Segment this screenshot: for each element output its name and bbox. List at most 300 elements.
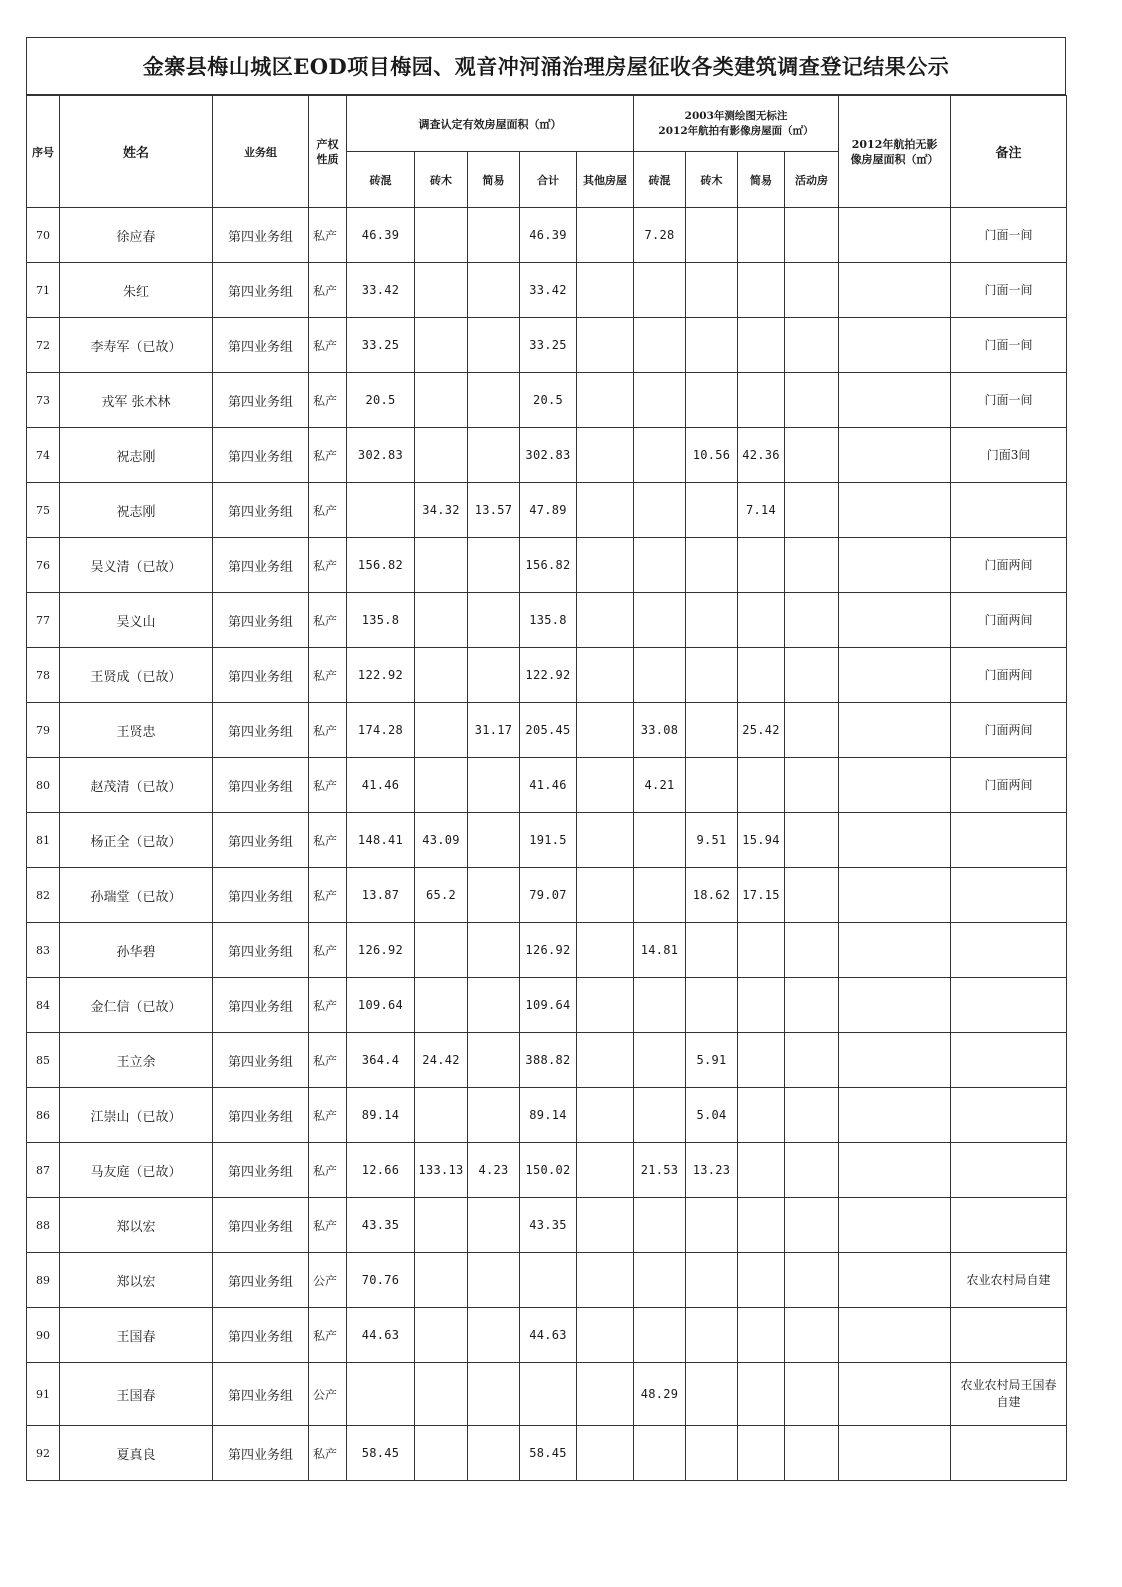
header-name: 姓名 bbox=[60, 96, 213, 208]
cell-aerial-mobile bbox=[785, 648, 839, 703]
cell-aerial-brick-concrete: 14.81 bbox=[634, 923, 686, 978]
cell-total: 150.02 bbox=[520, 1143, 577, 1198]
header-aerial-col: 简易 bbox=[738, 152, 785, 208]
row-group: 第四业务组 bbox=[213, 1363, 309, 1426]
cell-note bbox=[951, 1143, 1067, 1198]
cell-aerial-brick-wood bbox=[686, 208, 738, 263]
cell-simple bbox=[468, 923, 520, 978]
cell-other-house bbox=[577, 1088, 634, 1143]
cell-brick-concrete bbox=[347, 1363, 415, 1426]
cell-simple bbox=[468, 208, 520, 263]
row-seq: 72 bbox=[27, 318, 60, 373]
row-property: 私产 bbox=[309, 1198, 347, 1253]
cell-aerial-mobile bbox=[785, 1033, 839, 1088]
header-no-image: 2012年航拍无影像房屋面积（㎡） bbox=[839, 96, 951, 208]
cell-aerial-simple: 7.14 bbox=[738, 483, 785, 538]
header-survey-group: 调查认定有效房屋面积（㎡） bbox=[347, 96, 634, 152]
cell-brick-concrete bbox=[347, 483, 415, 538]
table-row bbox=[27, 923, 1067, 978]
cell-aerial-brick-wood bbox=[686, 1253, 738, 1308]
cell-simple bbox=[468, 758, 520, 813]
cell-note bbox=[951, 923, 1067, 978]
cell-aerial-brick-concrete bbox=[634, 1426, 686, 1481]
table-row bbox=[27, 318, 1067, 373]
header-aerial-line2: 2012年航拍有影像房屋面（㎡） bbox=[658, 124, 814, 137]
table-row bbox=[27, 1253, 1067, 1308]
cell-note: 门面两间 bbox=[951, 648, 1067, 703]
cell-other-house bbox=[577, 1308, 634, 1363]
cell-aerial-brick-concrete bbox=[634, 1308, 686, 1363]
table-row bbox=[27, 1143, 1067, 1198]
cell-note: 门面一间 bbox=[951, 318, 1067, 373]
cell-brick-concrete: 33.42 bbox=[347, 263, 415, 318]
cell-other-house bbox=[577, 318, 634, 373]
row-name: 王贤成（已故） bbox=[60, 648, 213, 703]
cell-brick-wood bbox=[415, 373, 468, 428]
notice-sheet bbox=[26, 37, 1066, 1481]
cell-aerial-brick-concrete: 4.21 bbox=[634, 758, 686, 813]
header-aerial-col: 砖混 bbox=[634, 152, 686, 208]
row-seq: 70 bbox=[27, 208, 60, 263]
cell-aerial-brick-wood bbox=[686, 593, 738, 648]
cell-note bbox=[951, 1198, 1067, 1253]
cell-brick-concrete: 20.5 bbox=[347, 373, 415, 428]
cell-brick-wood bbox=[415, 648, 468, 703]
cell-simple bbox=[468, 1253, 520, 1308]
table-row bbox=[27, 538, 1067, 593]
cell-aerial-brick-wood bbox=[686, 1426, 738, 1481]
cell-other-house bbox=[577, 263, 634, 318]
cell-aerial-brick-concrete bbox=[634, 648, 686, 703]
row-property: 私产 bbox=[309, 263, 347, 318]
cell-other-house bbox=[577, 1426, 634, 1481]
cell-aerial-simple: 25.42 bbox=[738, 703, 785, 758]
cell-aerial-mobile bbox=[785, 1426, 839, 1481]
table-row bbox=[27, 1363, 1067, 1426]
cell-total: 135.8 bbox=[520, 593, 577, 648]
cell-aerial-mobile bbox=[785, 923, 839, 978]
cell-brick-wood bbox=[415, 593, 468, 648]
cell-aerial-simple bbox=[738, 758, 785, 813]
row-name: 杨正全（已故） bbox=[60, 813, 213, 868]
row-name: 祝志刚 bbox=[60, 428, 213, 483]
cell-brick-wood bbox=[415, 758, 468, 813]
cell-total: 43.35 bbox=[520, 1198, 577, 1253]
row-seq: 86 bbox=[27, 1088, 60, 1143]
cell-aerial-simple bbox=[738, 263, 785, 318]
row-seq: 74 bbox=[27, 428, 60, 483]
row-seq: 77 bbox=[27, 593, 60, 648]
cell-note bbox=[951, 978, 1067, 1033]
cell-simple bbox=[468, 1033, 520, 1088]
cell-brick-wood: 34.32 bbox=[415, 483, 468, 538]
row-property: 私产 bbox=[309, 538, 347, 593]
cell-brick-wood bbox=[415, 1363, 468, 1426]
row-name: 孙华碧 bbox=[60, 923, 213, 978]
row-group: 第四业务组 bbox=[213, 373, 309, 428]
cell-brick-concrete: 12.66 bbox=[347, 1143, 415, 1198]
header-aerial-line1: 2003年测绘图无标注 bbox=[684, 109, 788, 122]
row-name: 戎军 张术林 bbox=[60, 373, 213, 428]
row-property: 私产 bbox=[309, 923, 347, 978]
cell-brick-wood bbox=[415, 978, 468, 1033]
row-name: 吴义清（已故） bbox=[60, 538, 213, 593]
cell-aerial-brick-wood bbox=[686, 483, 738, 538]
cell-other-house bbox=[577, 978, 634, 1033]
row-property: 私产 bbox=[309, 1033, 347, 1088]
cell-brick-concrete: 364.4 bbox=[347, 1033, 415, 1088]
cell-aerial-mobile bbox=[785, 1198, 839, 1253]
row-name: 郑以宏 bbox=[60, 1253, 213, 1308]
row-name: 朱红 bbox=[60, 263, 213, 318]
cell-brick-concrete: 302.83 bbox=[347, 428, 415, 483]
cell-no-image-area bbox=[839, 1088, 951, 1143]
cell-no-image-area bbox=[839, 1143, 951, 1198]
cell-aerial-brick-concrete bbox=[634, 538, 686, 593]
cell-aerial-brick-wood: 5.91 bbox=[686, 1033, 738, 1088]
cell-total: 41.46 bbox=[520, 758, 577, 813]
cell-brick-wood bbox=[415, 318, 468, 373]
cell-simple bbox=[468, 373, 520, 428]
cell-other-house bbox=[577, 758, 634, 813]
cell-brick-wood bbox=[415, 538, 468, 593]
cell-aerial-mobile bbox=[785, 1308, 839, 1363]
table-row bbox=[27, 428, 1067, 483]
cell-aerial-brick-wood: 5.04 bbox=[686, 1088, 738, 1143]
row-name: 孙瑞堂（已故） bbox=[60, 868, 213, 923]
cell-aerial-simple bbox=[738, 373, 785, 428]
cell-aerial-brick-concrete: 33.08 bbox=[634, 703, 686, 758]
cell-note bbox=[951, 813, 1067, 868]
cell-no-image-area bbox=[839, 373, 951, 428]
cell-simple bbox=[468, 1198, 520, 1253]
row-name: 李寿军（已故） bbox=[60, 318, 213, 373]
row-property: 私产 bbox=[309, 373, 347, 428]
cell-aerial-brick-concrete bbox=[634, 483, 686, 538]
row-group: 第四业务组 bbox=[213, 428, 309, 483]
cell-brick-wood bbox=[415, 428, 468, 483]
cell-note: 门面一间 bbox=[951, 208, 1067, 263]
cell-aerial-simple bbox=[738, 923, 785, 978]
cell-aerial-brick-concrete bbox=[634, 1033, 686, 1088]
row-group: 第四业务组 bbox=[213, 923, 309, 978]
cell-no-image-area bbox=[839, 263, 951, 318]
cell-brick-wood bbox=[415, 1088, 468, 1143]
cell-note: 门面两间 bbox=[951, 703, 1067, 758]
table-row bbox=[27, 1308, 1067, 1363]
row-name: 祝志刚 bbox=[60, 483, 213, 538]
cell-brick-concrete: 13.87 bbox=[347, 868, 415, 923]
cell-note: 门面两间 bbox=[951, 593, 1067, 648]
cell-simple bbox=[468, 1363, 520, 1426]
cell-aerial-brick-concrete bbox=[634, 263, 686, 318]
cell-aerial-brick-concrete: 48.29 bbox=[634, 1363, 686, 1426]
cell-aerial-mobile bbox=[785, 1253, 839, 1308]
cell-no-image-area bbox=[839, 1253, 951, 1308]
header-property: 产权性质 bbox=[309, 96, 347, 208]
row-group: 第四业务组 bbox=[213, 813, 309, 868]
cell-no-image-area bbox=[839, 538, 951, 593]
row-seq: 75 bbox=[27, 483, 60, 538]
cell-aerial-brick-concrete bbox=[634, 593, 686, 648]
row-name: 王国春 bbox=[60, 1308, 213, 1363]
cell-aerial-brick-concrete bbox=[634, 318, 686, 373]
cell-other-house bbox=[577, 483, 634, 538]
row-name: 马友庭（已故） bbox=[60, 1143, 213, 1198]
cell-aerial-brick-concrete bbox=[634, 373, 686, 428]
cell-other-house bbox=[577, 813, 634, 868]
cell-total: 46.39 bbox=[520, 208, 577, 263]
row-seq: 81 bbox=[27, 813, 60, 868]
row-seq: 84 bbox=[27, 978, 60, 1033]
cell-brick-wood bbox=[415, 263, 468, 318]
row-seq: 82 bbox=[27, 868, 60, 923]
cell-note: 门面一间 bbox=[951, 373, 1067, 428]
cell-aerial-mobile bbox=[785, 373, 839, 428]
row-group: 第四业务组 bbox=[213, 648, 309, 703]
cell-aerial-brick-wood: 18.62 bbox=[686, 868, 738, 923]
cell-no-image-area bbox=[839, 483, 951, 538]
cell-brick-concrete: 33.25 bbox=[347, 318, 415, 373]
cell-aerial-brick-concrete bbox=[634, 428, 686, 483]
cell-aerial-brick-concrete bbox=[634, 1088, 686, 1143]
cell-note bbox=[951, 1426, 1067, 1481]
cell-total: 44.63 bbox=[520, 1308, 577, 1363]
row-property: 私产 bbox=[309, 593, 347, 648]
cell-no-image-area bbox=[839, 758, 951, 813]
cell-aerial-mobile bbox=[785, 813, 839, 868]
cell-brick-concrete: 148.41 bbox=[347, 813, 415, 868]
row-seq: 87 bbox=[27, 1143, 60, 1198]
header-group: 业务组 bbox=[213, 96, 309, 208]
cell-simple: 13.57 bbox=[468, 483, 520, 538]
table-row bbox=[27, 593, 1067, 648]
row-seq: 92 bbox=[27, 1426, 60, 1481]
cell-simple bbox=[468, 1088, 520, 1143]
cell-aerial-brick-wood bbox=[686, 1308, 738, 1363]
cell-no-image-area bbox=[839, 318, 951, 373]
cell-other-house bbox=[577, 703, 634, 758]
cell-total: 302.83 bbox=[520, 428, 577, 483]
cell-total: 47.89 bbox=[520, 483, 577, 538]
cell-note bbox=[951, 483, 1067, 538]
table-row bbox=[27, 813, 1067, 868]
cell-note bbox=[951, 1308, 1067, 1363]
cell-aerial-simple bbox=[738, 208, 785, 263]
row-group: 第四业务组 bbox=[213, 868, 309, 923]
document-title: 金寨县梅山城区EOD项目梅园、观音冲河涌治理房屋征收各类建筑调查登记结果公示 bbox=[26, 37, 1066, 95]
row-property: 私产 bbox=[309, 318, 347, 373]
cell-aerial-brick-wood bbox=[686, 703, 738, 758]
cell-no-image-area bbox=[839, 1198, 951, 1253]
row-property: 私产 bbox=[309, 868, 347, 923]
cell-aerial-mobile bbox=[785, 538, 839, 593]
cell-no-image-area bbox=[839, 428, 951, 483]
header-survey-col: 砖木 bbox=[415, 152, 468, 208]
row-group: 第四业务组 bbox=[213, 318, 309, 373]
row-group: 第四业务组 bbox=[213, 1198, 309, 1253]
row-group: 第四业务组 bbox=[213, 1426, 309, 1481]
cell-other-house bbox=[577, 208, 634, 263]
cell-brick-concrete: 58.45 bbox=[347, 1426, 415, 1481]
cell-brick-concrete: 43.35 bbox=[347, 1198, 415, 1253]
row-name: 王立余 bbox=[60, 1033, 213, 1088]
cell-no-image-area bbox=[839, 923, 951, 978]
row-property: 公产 bbox=[309, 1363, 347, 1426]
table-header bbox=[27, 96, 1067, 208]
cell-other-house bbox=[577, 373, 634, 428]
table-row bbox=[27, 703, 1067, 758]
cell-aerial-simple bbox=[738, 538, 785, 593]
cell-brick-wood: 133.13 bbox=[415, 1143, 468, 1198]
cell-aerial-simple: 17.15 bbox=[738, 868, 785, 923]
row-group: 第四业务组 bbox=[213, 703, 309, 758]
row-name: 金仁信（已故） bbox=[60, 978, 213, 1033]
cell-brick-concrete: 135.8 bbox=[347, 593, 415, 648]
cell-other-house bbox=[577, 1033, 634, 1088]
cell-total bbox=[520, 1363, 577, 1426]
cell-brick-wood bbox=[415, 1308, 468, 1363]
cell-aerial-brick-wood bbox=[686, 318, 738, 373]
cell-aerial-simple bbox=[738, 593, 785, 648]
cell-brick-wood bbox=[415, 703, 468, 758]
cell-aerial-simple bbox=[738, 1426, 785, 1481]
row-name: 江崇山（已故） bbox=[60, 1088, 213, 1143]
cell-total: 122.92 bbox=[520, 648, 577, 703]
row-property: 私产 bbox=[309, 1088, 347, 1143]
cell-aerial-simple bbox=[738, 1253, 785, 1308]
cell-aerial-mobile bbox=[785, 483, 839, 538]
cell-other-house bbox=[577, 538, 634, 593]
cell-total: 156.82 bbox=[520, 538, 577, 593]
cell-no-image-area bbox=[839, 208, 951, 263]
cell-aerial-mobile bbox=[785, 593, 839, 648]
cell-brick-wood: 24.42 bbox=[415, 1033, 468, 1088]
cell-simple bbox=[468, 1426, 520, 1481]
cell-simple bbox=[468, 538, 520, 593]
cell-aerial-simple: 42.36 bbox=[738, 428, 785, 483]
table-row bbox=[27, 1426, 1067, 1481]
cell-aerial-simple bbox=[738, 1033, 785, 1088]
table-row bbox=[27, 208, 1067, 263]
row-group: 第四业务组 bbox=[213, 978, 309, 1033]
cell-other-house bbox=[577, 428, 634, 483]
row-seq: 78 bbox=[27, 648, 60, 703]
cell-aerial-simple bbox=[738, 1308, 785, 1363]
cell-note: 门面3间 bbox=[951, 428, 1067, 483]
cell-simple bbox=[468, 648, 520, 703]
row-name: 吴义山 bbox=[60, 593, 213, 648]
cell-total: 191.5 bbox=[520, 813, 577, 868]
cell-aerial-brick-wood bbox=[686, 263, 738, 318]
row-group: 第四业务组 bbox=[213, 1088, 309, 1143]
cell-other-house bbox=[577, 1198, 634, 1253]
cell-note: 农业农村局王国春自建 bbox=[951, 1363, 1067, 1426]
row-group: 第四业务组 bbox=[213, 1308, 309, 1363]
cell-total bbox=[520, 1253, 577, 1308]
row-name: 王国春 bbox=[60, 1363, 213, 1426]
cell-brick-wood: 43.09 bbox=[415, 813, 468, 868]
cell-no-image-area bbox=[839, 648, 951, 703]
cell-no-image-area bbox=[839, 593, 951, 648]
row-seq: 91 bbox=[27, 1363, 60, 1426]
cell-aerial-simple bbox=[738, 318, 785, 373]
cell-note: 门面一间 bbox=[951, 263, 1067, 318]
cell-brick-concrete: 156.82 bbox=[347, 538, 415, 593]
row-group: 第四业务组 bbox=[213, 1143, 309, 1198]
row-seq: 89 bbox=[27, 1253, 60, 1308]
row-seq: 88 bbox=[27, 1198, 60, 1253]
cell-no-image-area bbox=[839, 813, 951, 868]
cell-aerial-mobile bbox=[785, 208, 839, 263]
cell-aerial-mobile bbox=[785, 1363, 839, 1426]
cell-aerial-simple bbox=[738, 648, 785, 703]
cell-total: 89.14 bbox=[520, 1088, 577, 1143]
table-body bbox=[27, 208, 1067, 1481]
cell-aerial-brick-wood bbox=[686, 978, 738, 1033]
cell-aerial-mobile bbox=[785, 703, 839, 758]
cell-aerial-mobile bbox=[785, 263, 839, 318]
cell-no-image-area bbox=[839, 978, 951, 1033]
cell-aerial-brick-wood: 9.51 bbox=[686, 813, 738, 868]
cell-other-house bbox=[577, 1253, 634, 1308]
row-property: 私产 bbox=[309, 978, 347, 1033]
cell-simple bbox=[468, 1308, 520, 1363]
row-property: 私产 bbox=[309, 483, 347, 538]
cell-aerial-brick-concrete bbox=[634, 978, 686, 1033]
cell-no-image-area bbox=[839, 868, 951, 923]
cell-simple: 4.23 bbox=[468, 1143, 520, 1198]
cell-other-house bbox=[577, 648, 634, 703]
row-seq: 71 bbox=[27, 263, 60, 318]
row-group: 第四业务组 bbox=[213, 593, 309, 648]
cell-simple bbox=[468, 593, 520, 648]
cell-aerial-brick-wood bbox=[686, 1363, 738, 1426]
cell-other-house bbox=[577, 868, 634, 923]
cell-brick-concrete: 41.46 bbox=[347, 758, 415, 813]
cell-aerial-simple bbox=[738, 1143, 785, 1198]
table-row bbox=[27, 648, 1067, 703]
cell-no-image-area bbox=[839, 1363, 951, 1426]
cell-aerial-brick-concrete bbox=[634, 868, 686, 923]
cell-note: 门面两间 bbox=[951, 758, 1067, 813]
row-group: 第四业务组 bbox=[213, 538, 309, 593]
cell-total: 20.5 bbox=[520, 373, 577, 428]
cell-total: 388.82 bbox=[520, 1033, 577, 1088]
cell-brick-wood bbox=[415, 208, 468, 263]
cell-aerial-brick-concrete: 21.53 bbox=[634, 1143, 686, 1198]
row-property: 私产 bbox=[309, 208, 347, 263]
cell-brick-concrete: 109.64 bbox=[347, 978, 415, 1033]
row-property: 公产 bbox=[309, 1253, 347, 1308]
cell-aerial-simple bbox=[738, 1363, 785, 1426]
cell-brick-concrete: 70.76 bbox=[347, 1253, 415, 1308]
row-name: 赵茂清（已故） bbox=[60, 758, 213, 813]
cell-total: 126.92 bbox=[520, 923, 577, 978]
cell-simple bbox=[468, 813, 520, 868]
row-property: 私产 bbox=[309, 1426, 347, 1481]
table-row bbox=[27, 758, 1067, 813]
cell-brick-concrete: 126.92 bbox=[347, 923, 415, 978]
row-group: 第四业务组 bbox=[213, 483, 309, 538]
header-note: 备注 bbox=[951, 96, 1067, 208]
cell-aerial-brick-concrete bbox=[634, 1198, 686, 1253]
survey-table bbox=[26, 95, 1067, 1481]
row-seq: 90 bbox=[27, 1308, 60, 1363]
cell-aerial-brick-wood bbox=[686, 648, 738, 703]
cell-aerial-simple bbox=[738, 1198, 785, 1253]
cell-brick-wood: 65.2 bbox=[415, 868, 468, 923]
